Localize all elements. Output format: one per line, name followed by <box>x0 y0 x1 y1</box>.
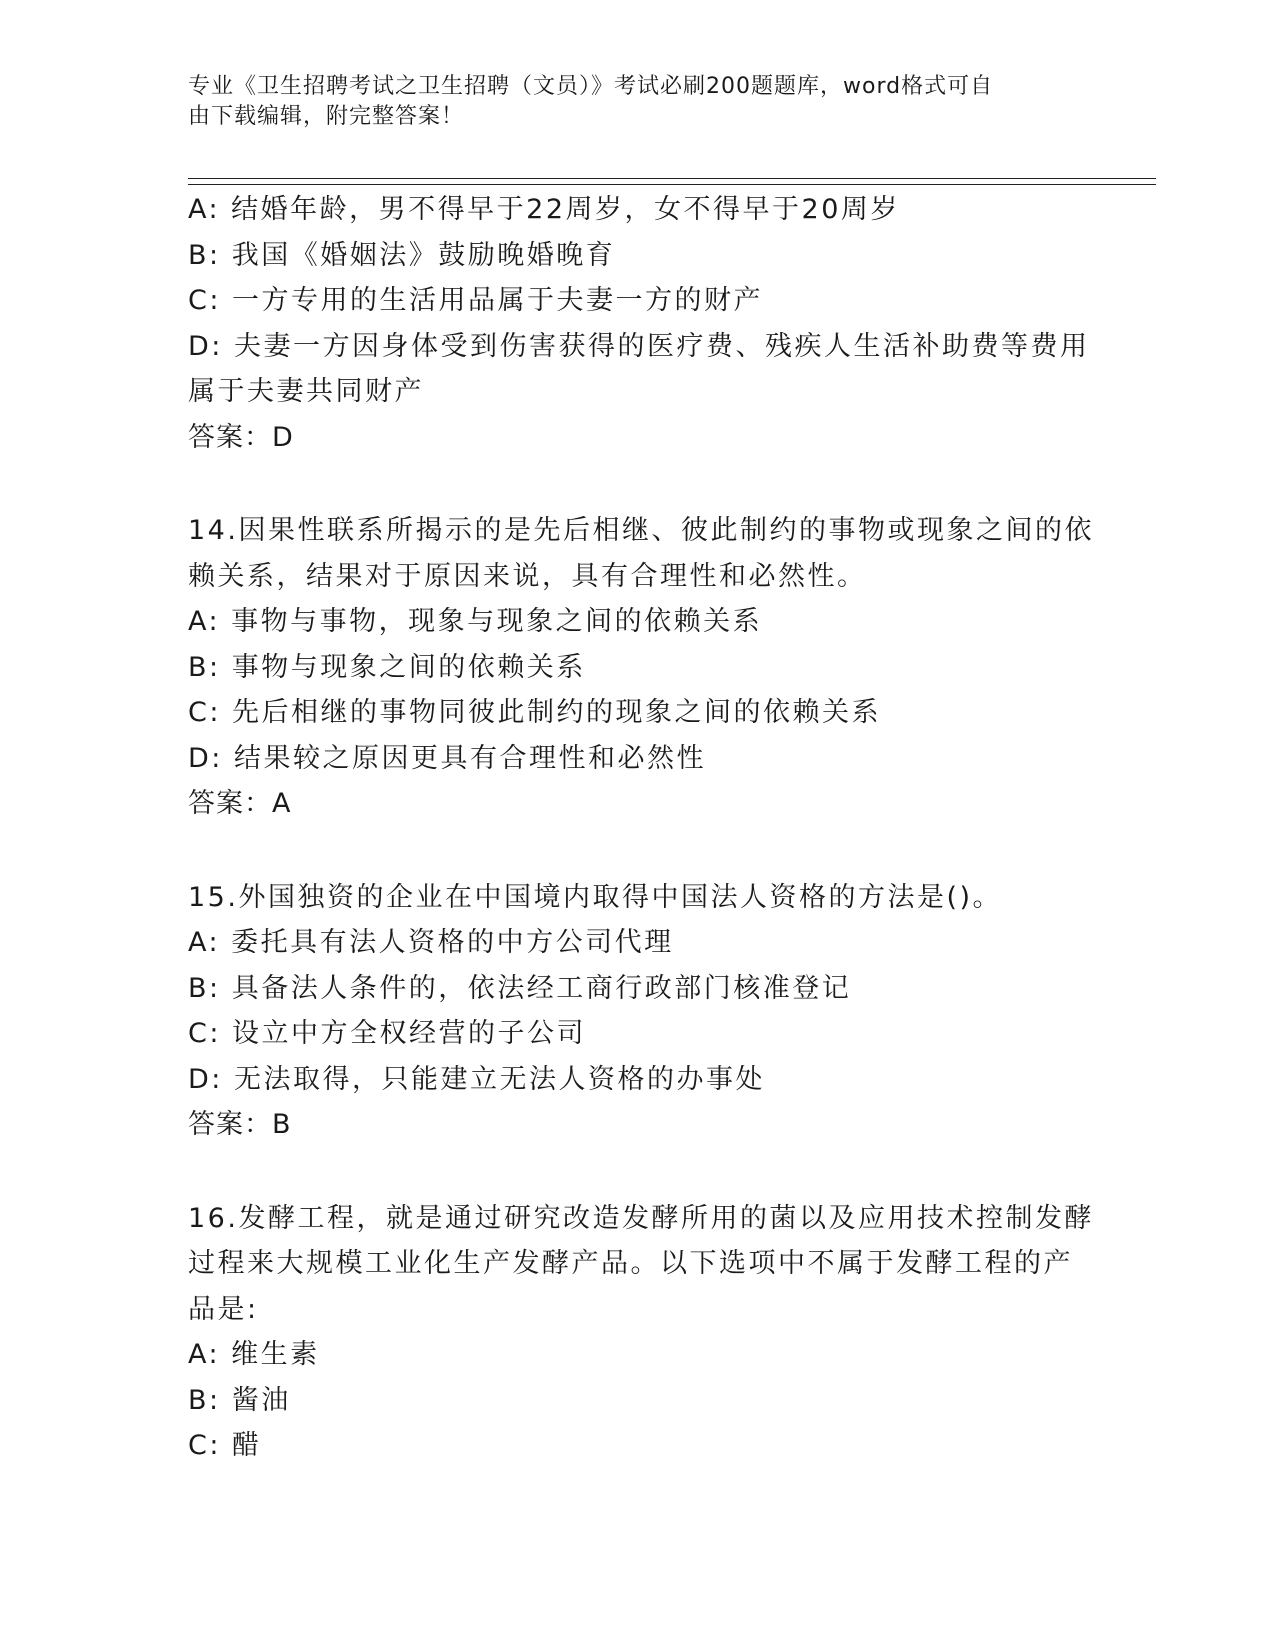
q16-option-c: C: 醋 <box>188 1430 262 1461</box>
question-15-block <box>188 875 1078 1148</box>
q15-option-c: C: 设立中方全权经营的子公司 <box>188 1018 587 1049</box>
question-16-block <box>188 1196 1094 1469</box>
q16-option-a: A: 维生素 <box>188 1339 320 1370</box>
q13-option-d-line-2: 属于夫妻共同财产 <box>188 376 424 407</box>
header-divider-bottom <box>188 184 1156 185</box>
q14-answer: 答案：A <box>188 788 292 819</box>
q14-option-a: A: 事物与事物，现象与现象之间的依赖关系 <box>188 606 763 637</box>
document-header <box>188 72 1068 132</box>
q15-option-d: D: 无法取得，只能建立无法人资格的办事处 <box>188 1063 765 1095</box>
q13-answer: 答案：D <box>188 421 294 453</box>
q16-stem-line-3: 品是: <box>188 1293 259 1325</box>
question-spacer <box>188 1148 1078 1196</box>
q13-option-c: C: 一方专用的生活用品属于夫妻一方的财产 <box>188 285 764 316</box>
question-13-block <box>188 187 1090 460</box>
q13-option-b: B: 我国《婚姻法》鼓励晚婚晚育 <box>188 239 616 271</box>
q15-option-b: B: 具备法人条件的，依法经工商行政部门核准登记 <box>188 972 852 1004</box>
q14-stem-line-2: 赖关系，结果对于原因来说，具有合理性和必然性。 <box>188 560 867 592</box>
q16-stem-line-1: 16.发酵工程，就是通过研究改造发酵所用的菌以及应用技术控制发酵 <box>188 1202 1094 1234</box>
q14-stem-line-1: 14.因果性联系所揭示的是先后相继、彼此制约的事物或现象之间的依 <box>188 515 1094 546</box>
q16-stem-line-2: 过程来大规模工业化生产发酵产品。以下选项中不属于发酵工程的产 <box>188 1248 1073 1279</box>
question-spacer <box>188 460 1078 508</box>
q14-option-d: D: 结果较之原因更具有合理性和必然性 <box>188 742 706 774</box>
q15-answer: 答案：B <box>188 1109 292 1140</box>
header-line-1: 专业《卫生招聘考试之卫生招聘（文员）》考试必刷200题题库，word格式可自 <box>188 74 994 99</box>
q13-option-d-line-1: D: 夫妻一方因身体受到伤害获得的医疗费、残疾人生活补助费等费用 <box>188 330 1090 362</box>
question-14-block <box>188 508 1094 827</box>
q14-option-b: B: 事物与现象之间的依赖关系 <box>188 651 586 683</box>
question-content <box>188 187 1094 1469</box>
q15-option-a: A: 委托具有法人资格的中方公司代理 <box>188 927 674 958</box>
q15-stem-line-1: 15.外国独资的企业在中国境内取得中国法人资格的方法是()。 <box>188 881 1003 913</box>
q13-option-a: A: 结婚年龄，男不得早于22周岁，女不得早于20周岁 <box>188 194 900 225</box>
q14-option-c: C: 先后相继的事物同彼此制约的现象之间的依赖关系 <box>188 697 882 728</box>
header-divider-top <box>188 178 1156 179</box>
header-line-2: 由下载编辑，附完整答案！ <box>188 104 465 129</box>
question-spacer <box>188 827 1078 875</box>
q16-option-b: B: 酱油 <box>188 1384 291 1416</box>
